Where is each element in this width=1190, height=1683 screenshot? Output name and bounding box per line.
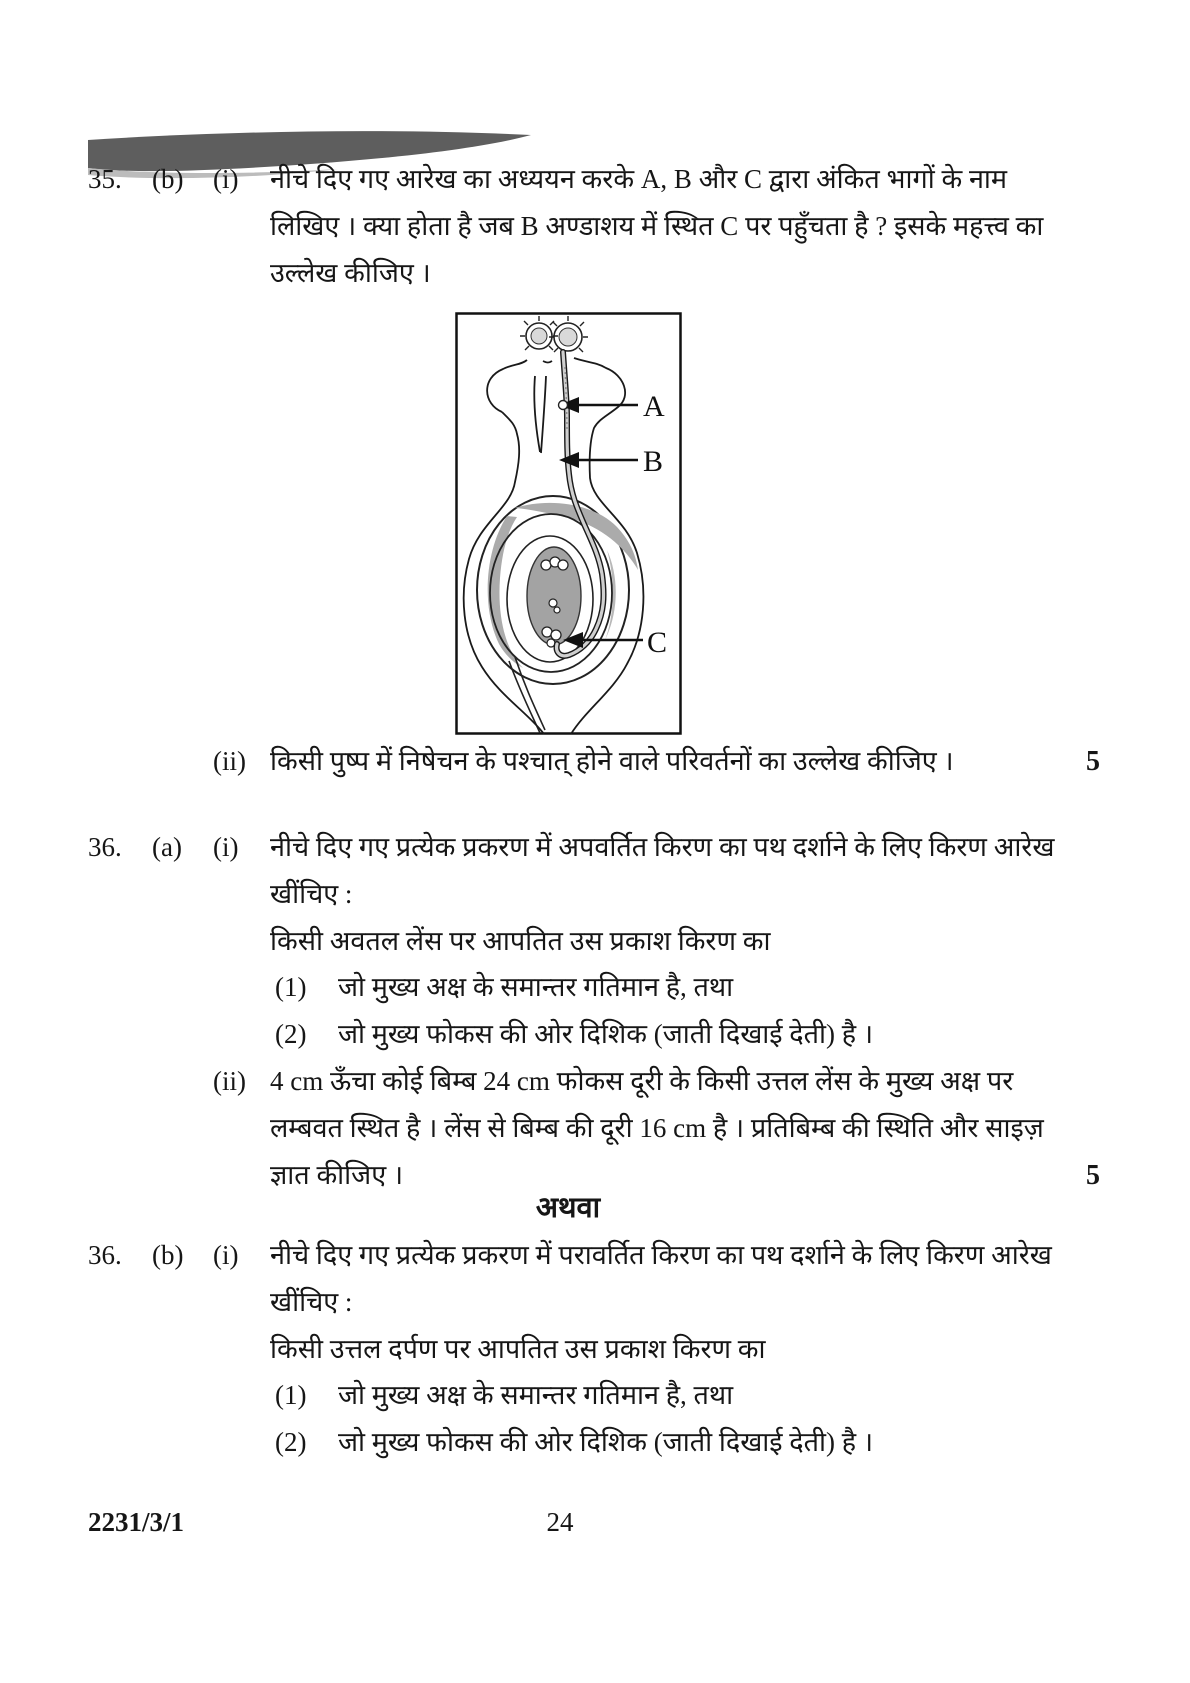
question-part: (b) xyxy=(152,1240,184,1270)
question-subpart: (i) xyxy=(213,832,239,862)
marks-badge: 5 xyxy=(1086,1160,1100,1191)
case-intro-line: किसी अवतल लेंस पर आपतित उस प्रकाश किरण का xyxy=(270,926,771,956)
question-text xyxy=(270,1232,1052,1326)
question-line: खींचिए : xyxy=(270,879,353,909)
question-line: 4 cm ऊँचा कोई बिम्ब 24 cm फोकस दूरी के किसी उत्तल लेंस के मुख्य अक्ष पर xyxy=(270,1066,1014,1096)
question-35b-i xyxy=(88,156,1044,297)
question-line: लम्बवत स्थित है । लेंस से बिम्ब की दूरी 16 cm है । प्रतिबिम्ब की स्थिति और साइज़ xyxy=(270,1113,1044,1143)
question-line: नीचे दिए गए प्रत्येक प्रकरण में अपवर्तित किरण का पथ दर्शाने के लिए किरण आरेख xyxy=(270,832,1055,862)
diagram-label-b: B xyxy=(643,445,664,478)
question-subpart: (ii) xyxy=(213,1066,246,1096)
paper-code: 2231/3/1 xyxy=(88,1507,185,1537)
question-36b-i xyxy=(88,1232,1052,1326)
pollen-tube-marker xyxy=(559,401,568,410)
question-number: 36. xyxy=(88,1240,122,1270)
marks-badge: 5 xyxy=(1086,746,1100,777)
question-number: 36. xyxy=(88,832,122,862)
diagram-label-c: C xyxy=(647,626,668,659)
question-text xyxy=(270,824,1054,918)
question-line: लिखिए । क्या होता है जब B अण्डाशय में स्थित C पर पहुँचता है ? इसके महत्त्व का xyxy=(270,211,1044,241)
or-heading: अथवा xyxy=(535,1192,601,1224)
question-36a-ii xyxy=(88,1058,1044,1199)
question-36a-i xyxy=(88,824,1055,918)
item-label: (1) xyxy=(275,1380,307,1410)
question-text xyxy=(270,156,1043,297)
flower-pistil-diagram xyxy=(455,312,682,735)
list-item xyxy=(275,1011,985,1058)
item-text: जो मुख्य फोकस की ओर दिशिक (जाती दिखाई देती) है । xyxy=(338,1019,874,1049)
list-item xyxy=(275,964,985,1011)
question-35b-ii xyxy=(88,738,985,785)
question-part: (a) xyxy=(152,832,182,862)
case-intro-line: किसी उत्तल दर्पण पर आपतित उस प्रकाश किरण का xyxy=(270,1334,766,1364)
page-number: 24 xyxy=(546,1507,574,1537)
question-line: नीचे दिए गए आरेख का अध्ययन करके A, B और C द्वारा अंकित भागों के नाम xyxy=(270,164,1008,194)
question-line: खींचिए : xyxy=(270,1287,353,1317)
item-label: (2) xyxy=(275,1019,307,1049)
question-text xyxy=(270,1058,1044,1199)
question-line: नीचे दिए गए प्रत्येक प्रकरण में परावर्तित किरण का पथ दर्शाने के लिए किरण आरेख xyxy=(270,1240,1052,1270)
question-subpart: (i) xyxy=(213,1240,239,1270)
question-subpart: (ii) xyxy=(213,746,246,776)
question-text xyxy=(270,738,985,785)
item-text: जो मुख्य फोकस की ओर दिशिक (जाती दिखाई देती) है । xyxy=(338,1427,874,1457)
item-text: जो मुख्य अक्ष के समान्तर गतिमान है, तथा xyxy=(338,972,734,1002)
question-part: (b) xyxy=(152,164,184,194)
item-label: (1) xyxy=(275,972,307,1002)
list-item xyxy=(275,1419,985,1466)
question-subpart: (i) xyxy=(213,164,239,194)
item-text: जो मुख्य अक्ष के समान्तर गतिमान है, तथा xyxy=(338,1380,734,1410)
diagram-label-a: A xyxy=(643,390,665,423)
question-number: 35. xyxy=(88,164,122,194)
question-line: ज्ञात कीजिए । xyxy=(270,1160,404,1190)
question-line: उल्लेख कीजिए । xyxy=(270,258,431,288)
item-label: (2) xyxy=(275,1427,307,1457)
list-item xyxy=(275,1372,985,1419)
question-line: किसी पुष्प में निषेचन के पश्चात् होने वाले परिवर्तनों का उल्लेख कीजिए । xyxy=(270,746,954,776)
